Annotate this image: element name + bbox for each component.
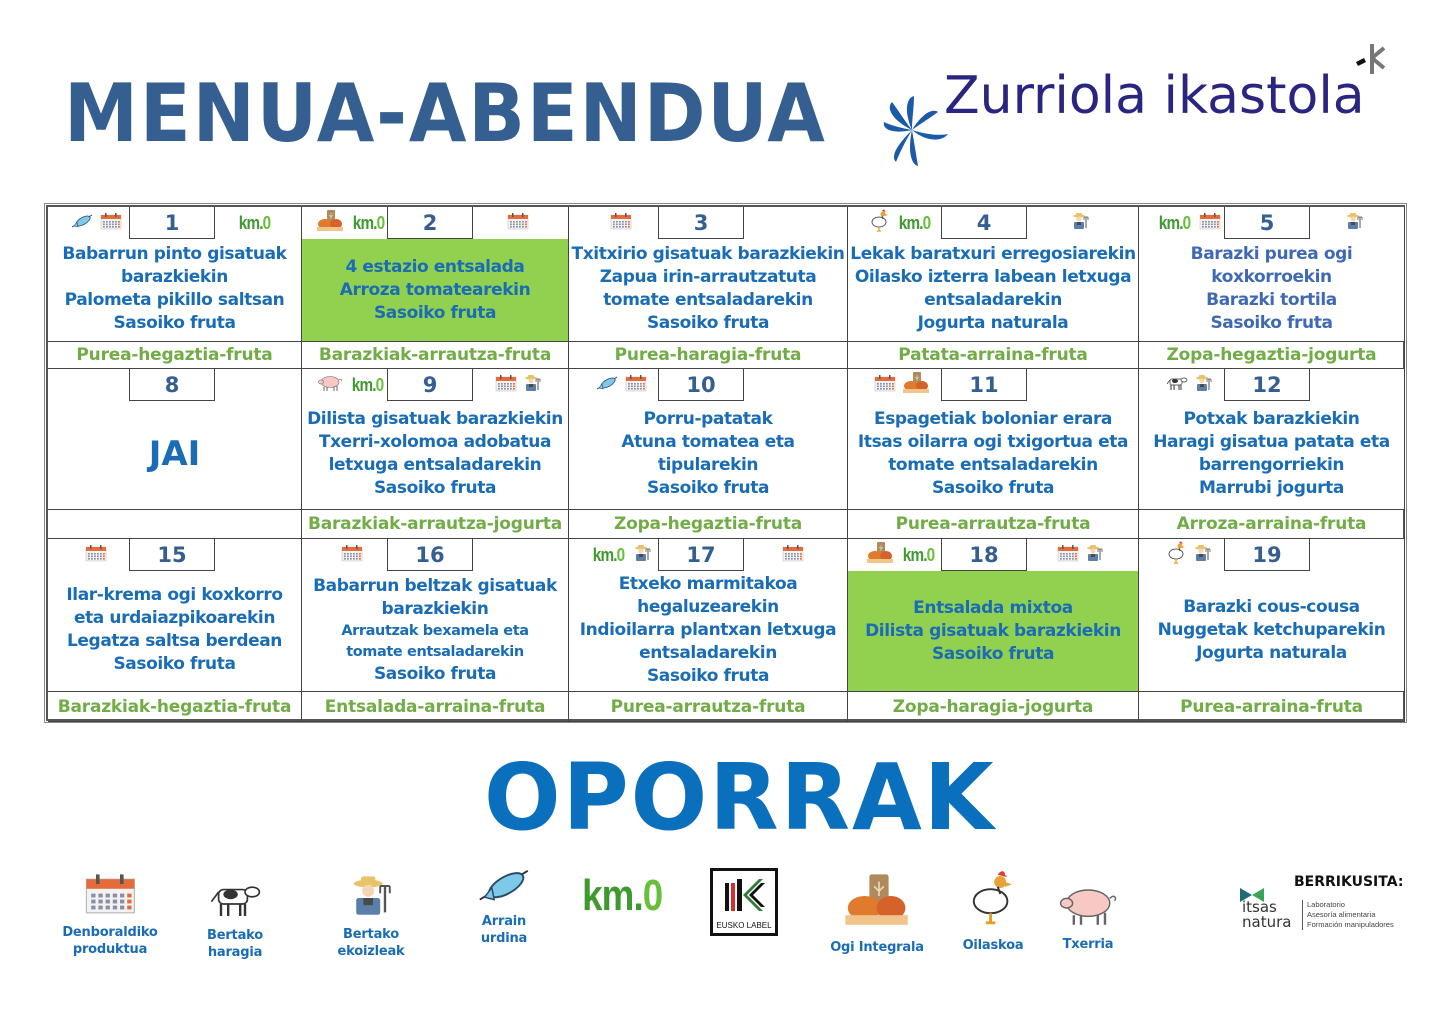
dinner-suggestion: Entsalada-arraina-fruta [302, 692, 569, 722]
icons-left [1153, 373, 1224, 397]
dinner-suggestion: Zopa-hegaztia-jogurta [1139, 342, 1405, 369]
icons-right [215, 211, 295, 235]
icons-right [744, 543, 841, 567]
asterisk-mark-icon [1352, 40, 1392, 80]
legend-label: Arrain urdina [480, 914, 528, 947]
dish-line: Sasoiko fruta [1210, 313, 1333, 333]
km0-icon: km.0 [1158, 212, 1191, 233]
reviewed-label: BERRIKUSITA: [1294, 874, 1404, 890]
day-cell-9 [302, 369, 569, 510]
farmer-icon [1193, 544, 1211, 567]
legend-label: Oilaskoa [962, 937, 1024, 953]
dinner-suggestion: Zopa-haragia-jogurta [848, 692, 1139, 722]
dish-list [48, 569, 301, 691]
dinner-suggestion: Purea-haragia-fruta [569, 342, 848, 369]
day-number: 16 [387, 539, 473, 571]
icons-left [1153, 543, 1224, 567]
farmer-icon [633, 544, 651, 567]
dish-line: entsaladarekin [924, 290, 1062, 310]
legend-item-eusko-label [708, 868, 780, 936]
day-cell-19 [1139, 539, 1405, 692]
day-header [569, 207, 847, 239]
dish-line: Nuggetak ketchuparekin [1157, 619, 1386, 640]
dish-line: Entsalada mixtoa [913, 597, 1073, 618]
farmer-icon [523, 374, 541, 397]
day-header [302, 369, 568, 401]
day-header [302, 207, 568, 239]
school-logo [882, 40, 1402, 170]
dish-line: Barazki purea ogi [1190, 244, 1353, 264]
dish-list [302, 239, 568, 341]
itsas-natura-tagline: Laboratorio Asesoría alimentaria Formación manipuladores [1302, 900, 1394, 930]
dinner-suggestion: Purea-hegaztia-fruta [48, 342, 302, 369]
dish-line: Sasoiko fruta [646, 313, 770, 333]
dish-list [569, 237, 847, 341]
day-cell-16 [302, 539, 569, 692]
dish-list [302, 399, 568, 509]
dish-line: tomate entsaladarekin [603, 290, 813, 310]
day-header [1139, 539, 1404, 571]
day-cell-8 [48, 369, 302, 510]
dinner-suggestion: Purea-arrautza-fruta [848, 510, 1139, 539]
day-cell-11 [848, 369, 1139, 510]
calendar-icon [341, 544, 363, 567]
icons-right [744, 211, 841, 235]
dish-list [848, 399, 1138, 509]
legend-item-farmer [308, 874, 434, 960]
dish-line: eta urdaiazpikoarekin [73, 608, 276, 628]
fish-icon [70, 213, 94, 234]
day-header [848, 369, 1138, 401]
swirl-logo-icon [882, 90, 952, 170]
dish-line: Sasoiko fruta [373, 302, 497, 323]
legend-label: Ogi Integrala [830, 939, 924, 955]
legend-item-bread [830, 872, 924, 956]
day-header [848, 207, 1138, 239]
day-cell-1 [48, 207, 302, 342]
km0-icon: km.0 [592, 544, 625, 565]
dish-line: Ilar-krema ogi koxkorro [66, 585, 283, 605]
legend-label: Bertako haragia [207, 928, 263, 961]
icons-right [215, 543, 295, 567]
dish-line: barazkiekin [121, 267, 228, 287]
icons-left [583, 211, 658, 235]
day-number: 17 [658, 539, 744, 571]
dish-line: Zapua irin-arrautzatuta [599, 267, 817, 287]
dish-line: barrengorriekin [1198, 455, 1345, 475]
legend-label: Denboraldiko produktua [62, 925, 158, 958]
dish-list [569, 399, 847, 509]
dish-line: Sasoiko fruta [646, 665, 770, 686]
day-number: 9 [387, 369, 473, 401]
legend-label: Bertako ekoizleak [337, 927, 405, 960]
chicken-icon [1167, 541, 1187, 570]
km0-icon: km.0 [352, 212, 385, 233]
dish-line: Barazki cous-cousa [1183, 596, 1360, 617]
day-header [48, 539, 301, 571]
day-number: 12 [1224, 369, 1310, 401]
day-cell-2 [302, 207, 569, 342]
holiday-label [48, 399, 301, 509]
dish-line: Txitxirio gisatuak barazkiekin [571, 244, 845, 264]
icons-right [1027, 211, 1132, 235]
day-cell-15 [48, 539, 302, 692]
dinner-suggestion: Barazkiak-hegaztia-fruta [48, 692, 302, 722]
dish-line: tomate entsaladarekin [346, 643, 524, 660]
dish-list [48, 237, 301, 341]
calendar-icon [495, 374, 517, 397]
fish-icon [475, 866, 533, 909]
day-header [1139, 207, 1404, 239]
dish-list [302, 569, 568, 691]
dinner-suggestion: Purea-arraina-fruta [1139, 692, 1405, 722]
day-cell-17 [569, 539, 848, 692]
icons-left [316, 211, 387, 235]
dish-line: Babarrun beltzak gisatuak [313, 575, 557, 596]
icons-left [583, 373, 658, 397]
dinner-suggestion: Zopa-hegaztia-fruta [569, 510, 848, 539]
day-header [48, 207, 301, 239]
dish-line: Oilasko izterra labean letxuga [854, 267, 1132, 287]
legend-item-km0 [581, 872, 663, 921]
legend-label: Txerria [1062, 937, 1114, 953]
day-number: 1 [129, 207, 215, 239]
day-number: 8 [129, 369, 215, 401]
day-number: 10 [658, 369, 744, 401]
dish-line: tipularekin [657, 455, 759, 475]
page-title: MENUA-ABENDUA [64, 67, 827, 160]
legend-item-cow [180, 880, 290, 961]
day-header [569, 369, 847, 401]
cow-icon [1166, 375, 1188, 396]
dish-line: Dilista gisatuak barazkiekin [865, 620, 1121, 641]
dish-line: entsaladarekin [639, 642, 777, 663]
day-number: 11 [941, 369, 1027, 401]
icons-right [215, 373, 295, 397]
legend-item-calendar [60, 872, 160, 958]
dish-line: Sasoiko fruta [113, 654, 236, 674]
dish-line: Marrubi jogurta [1199, 478, 1344, 498]
calendar-icon [507, 212, 529, 235]
icons-right [473, 211, 562, 235]
icons-left [862, 543, 941, 567]
legend-item-fish [458, 866, 550, 947]
calendar-icon [100, 212, 122, 235]
icons-left [1153, 211, 1224, 235]
eusko-label-icon: EUSKO LABEL [710, 868, 778, 936]
day-number: 2 [387, 207, 473, 239]
dish-line: Etxeko marmitakoa [618, 573, 798, 594]
cow-icon [209, 880, 262, 923]
farmer-icon [1345, 212, 1363, 235]
day-cell-10 [569, 369, 848, 510]
dish-line: Arrautzak bexamela eta [341, 622, 529, 639]
calendar-icon [625, 374, 647, 397]
dish-line: Legatza saltsa berdean [66, 631, 283, 651]
dish-line: Txerri-xolomoa adobatua [318, 432, 552, 452]
dish-line: Palometa pikillo saltsan [64, 290, 285, 310]
dish-line: Atuna tomatea eta [621, 432, 795, 452]
dish-list [1139, 569, 1404, 691]
icons-right [1310, 373, 1398, 397]
dish-line: Barazki tortila [1206, 290, 1337, 310]
day-cell-18 [848, 539, 1139, 692]
pig-icon [1057, 884, 1119, 932]
legend-item-pig [1058, 884, 1118, 953]
day-number: 3 [658, 207, 744, 239]
chicken-icon [870, 209, 890, 238]
km0-icon: km.0 [902, 544, 935, 565]
farmer-icon [1085, 544, 1103, 567]
calendar-icon [1199, 212, 1221, 235]
dish-line: barazkiekin [381, 598, 489, 619]
icons-left [62, 543, 129, 567]
dish-line: Sasoiko fruta [113, 313, 236, 333]
dish-line: Jogurta naturala [1196, 642, 1347, 663]
dinner-suggestion: Purea-arrautza-fruta [569, 692, 848, 722]
farmer-icon [349, 874, 392, 922]
bread-icon [316, 209, 344, 238]
dinner-suggestion [48, 510, 302, 539]
day-cell-5 [1139, 207, 1405, 342]
dish-line: Arroza tomatearekin [339, 279, 531, 300]
icons-right [1027, 373, 1132, 397]
logo-text: Zurriola ikastola [944, 66, 1365, 126]
calendar-icon [85, 544, 107, 567]
dish-line: Sasoiko fruta [373, 478, 497, 498]
day-number: 4 [941, 207, 1027, 239]
bread-icon [866, 541, 894, 570]
dinner-suggestion: Barazkiak-arrautza-fruta [302, 342, 569, 369]
dish-list [848, 571, 1138, 691]
dish-line: Itsas oilarra ogi txigortua eta [857, 432, 1129, 452]
dish-line: letxuga entsaladarekin [328, 455, 542, 475]
holidays-banner: OPORRAK [484, 744, 996, 851]
itsas-natura-logo [1238, 894, 1398, 940]
farmer-icon [1071, 212, 1089, 235]
day-header [848, 539, 1138, 571]
dish-line: Lekak baratxuri erregosiarekin [850, 244, 1136, 264]
icons-left [62, 373, 129, 397]
dish-line: hegaluzearekin [637, 596, 779, 617]
day-header [302, 539, 568, 571]
km0-icon: km.0 [581, 872, 663, 920]
icons-left [862, 211, 941, 235]
dish-line: tomate entsaladarekin [888, 455, 1098, 475]
dish-list [848, 237, 1138, 341]
dish-line: Haragi gisatua patata eta [1153, 432, 1390, 452]
dish-list [1139, 399, 1404, 509]
icons-right [1310, 211, 1398, 235]
day-number: 15 [129, 539, 215, 571]
dish-line: Espagetiak boloniar erara [873, 409, 1113, 429]
farmer-icon [1194, 374, 1212, 397]
icons-left [316, 543, 387, 567]
day-cell-12 [1139, 369, 1405, 510]
calendar-icon [1057, 544, 1079, 567]
day-header [48, 369, 301, 401]
icons-left [583, 543, 658, 567]
icons-right [473, 373, 562, 397]
calendar-icon [874, 374, 896, 397]
dinner-suggestion: Arroza-arraina-fruta [1139, 510, 1405, 539]
dish-line: Potxak barazkiekin [1183, 409, 1360, 429]
icons-left [62, 211, 129, 235]
icons-right [1027, 543, 1132, 567]
day-number: 5 [1224, 207, 1310, 239]
dinner-suggestion: Patata-arraina-fruta [848, 342, 1139, 369]
bread-icon [843, 872, 910, 935]
day-cell-4 [848, 207, 1139, 342]
calendar-icon [610, 212, 632, 235]
dish-line: Sasoiko fruta [931, 643, 1055, 664]
fish-icon [595, 375, 619, 396]
day-number: 19 [1224, 539, 1310, 571]
dish-line: Babarrun pinto gisatuak [62, 244, 287, 264]
calendar-icon [84, 872, 137, 920]
chicken-icon [969, 870, 1017, 933]
km0-icon: km.0 [239, 212, 271, 233]
pig-icon [317, 374, 343, 397]
dish-line: Sasoiko fruta [646, 478, 770, 498]
icons-right [473, 543, 562, 567]
dish-line: 4 estazio entsalada [345, 256, 525, 277]
itsas-natura-name: itsas natura [1242, 898, 1292, 931]
dish-list [1139, 237, 1404, 341]
dish-list [569, 569, 847, 691]
km0-icon: km.0 [898, 212, 931, 233]
calendar-icon [782, 544, 804, 567]
day-header [569, 539, 847, 571]
icons-left [316, 373, 387, 397]
legend-item-chicken [958, 870, 1028, 954]
dish-line: Sasoiko fruta [373, 663, 497, 684]
dish-line: Porru-patatak [643, 409, 773, 429]
dish-line: Indioilarra plantxan letxuga [579, 619, 837, 640]
day-number: 18 [941, 539, 1027, 571]
bread-icon [902, 371, 930, 400]
menu-calendar-grid [46, 205, 1405, 721]
dish-line: Jogurta naturala [917, 313, 1069, 333]
dish-line: Dilista gisatuak barazkiekin [307, 409, 563, 429]
icons-right [1310, 543, 1398, 567]
dinner-suggestion: Barazkiak-arrautza-jogurta [302, 510, 569, 539]
dish-line: koxkorroekin [1211, 267, 1332, 287]
icons-left [862, 373, 941, 397]
day-cell-3 [569, 207, 848, 342]
icons-right [744, 373, 841, 397]
day-header [1139, 369, 1404, 401]
km0-icon: km.0 [351, 374, 384, 395]
holiday-text: JAI [148, 433, 201, 474]
dish-line: Sasoiko fruta [931, 478, 1055, 498]
